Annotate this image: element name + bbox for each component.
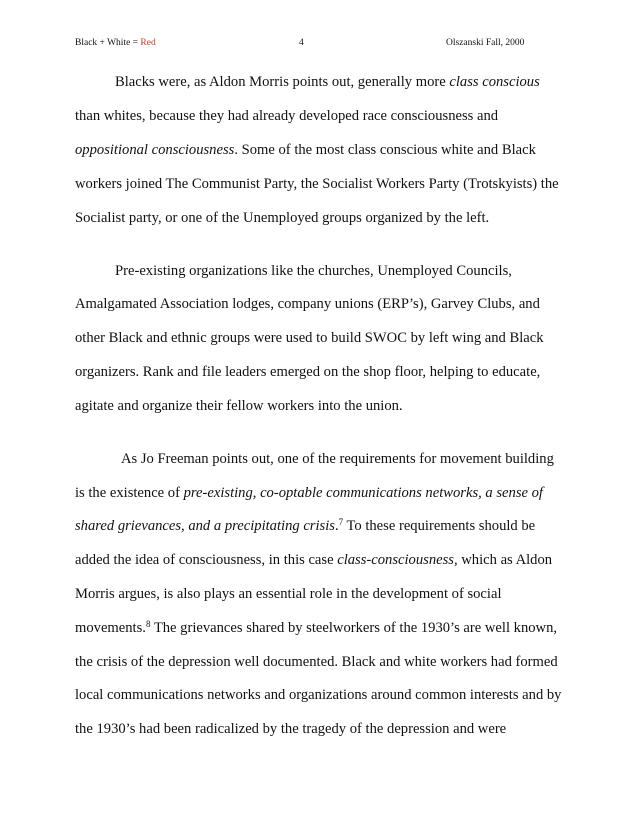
text-run: Blacks were, as Aldon Morris points out, generally more [115,74,450,90]
paragraph-3-line-2 [75,483,543,503]
paragraph-2-line-5: agitate and organize their fellow workers into the union. [75,398,403,414]
footnote-ref-8: 8 [145,619,151,629]
paragraph-3-line-3 [75,516,535,536]
italic-run: oppositional consciousness [75,142,235,158]
footnote-ref-7: 7 [338,517,344,527]
paragraph-1-line-4: workers joined The Communist Party, the Socialist Workers Party (Trotskyists) the [75,176,559,192]
paragraph-2-line-4: organizers. Rank and file leaders emerged on the shop floor, helping to educate, [75,364,541,380]
italic-run: class-consciousness, [337,552,458,568]
text-run: To these requirements should be [343,518,536,534]
text-run: which as Aldon [457,552,553,568]
paragraph-2-line-1: Pre-existing organizations like the churches, Unemployed Councils, [115,263,512,279]
text-run: . [334,518,339,534]
italic-run: shared grievances, and a precipitating crisis [75,518,335,534]
italic-run: pre-existing, co-optable communications networks, a sense of [183,485,543,501]
paragraph-3-line-5: Morris argues, is also plays an essential role in the development of social [75,586,502,602]
italic-run: class conscious [449,74,540,90]
paragraph-2-line-3: other Black and ethnic groups were used to build SWOC by left wing and Black [75,330,544,346]
paragraph-3-line-6 [75,618,557,638]
header-author-term: Olszanski Fall, 2000 [446,38,525,48]
paragraph-3-line-9: the 1930’s had been radicalized by the tragedy of the depression and were [75,721,507,737]
header-title [75,36,156,50]
paragraph-1-line-5: Socialist party, or one of the Unemployed groups organized by the left. [75,210,490,226]
text-run: movements. [75,620,146,636]
paragraph-3-line-4 [75,550,552,570]
paragraph-1-line-3 [75,140,536,160]
paragraph-1-line-1 [115,72,540,92]
text-run: The grievances shared by steelworkers of the 1930’s are well known, [150,620,558,636]
header-title-red: Red [140,38,156,48]
paragraph-2-line-2: Amalgamated Association lodges, company unions (ERP’s), Garvey Clubs, and [75,296,540,312]
text-run: added the idea of consciousness, in this case [75,552,338,568]
page-header [75,36,545,50]
text-run: is the existence of [75,485,184,501]
page-number: 4 [299,38,304,48]
paragraph-3-line-8: local communications networks and organizations around common interests and by [75,687,562,703]
text-run: . Some of the most class conscious white and Black [234,142,536,158]
header-title-prefix: Black + White = [75,38,141,48]
paragraph-3-line-7: the crisis of the depression well documented. Black and white workers had formed [75,654,558,670]
paragraph-3-line-1: As Jo Freeman points out, one of the requirements for movement building [121,451,554,467]
paragraph-1-line-2: than whites, because they had already developed race consciousness and [75,108,499,124]
